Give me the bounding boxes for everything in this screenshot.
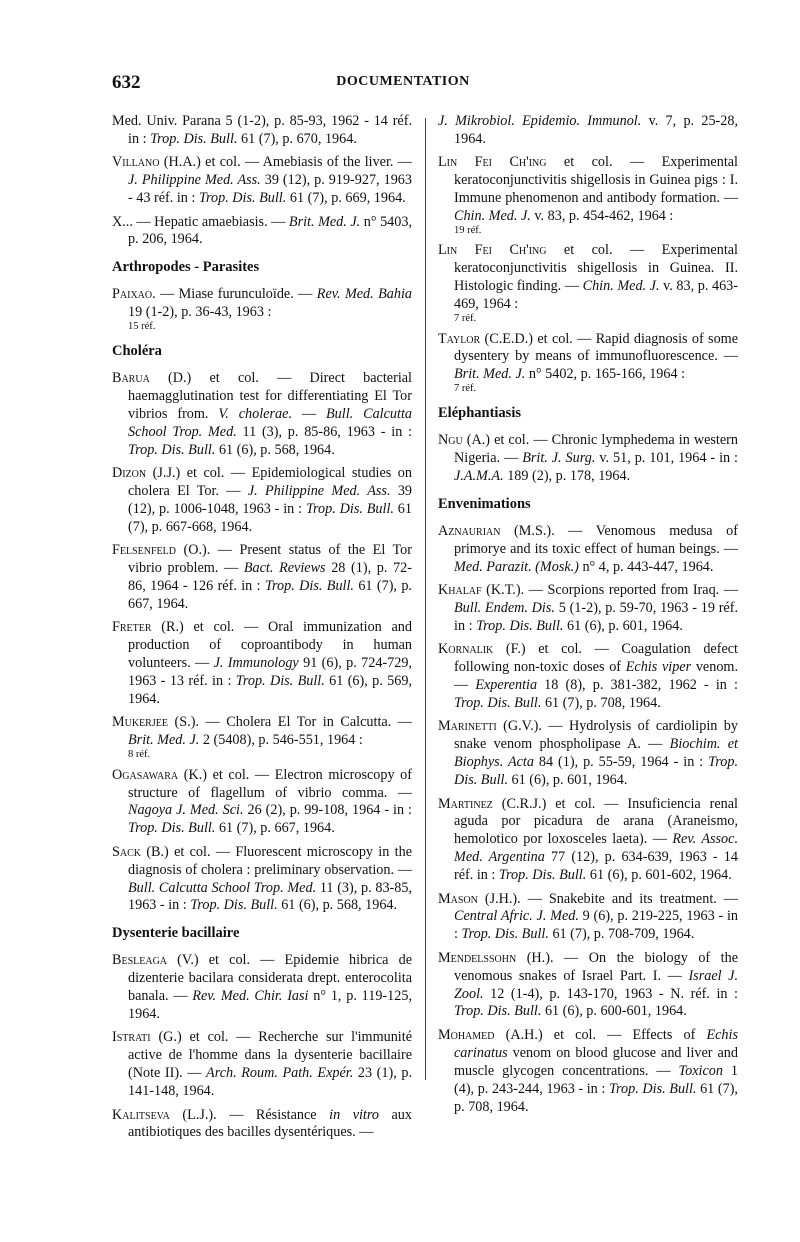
- entry-journal: Brit. Med. J.: [128, 732, 200, 749]
- right-column: [438, 113, 738, 1122]
- entry-text: v. 83, p. 463-469, 1964 :: [454, 278, 738, 313]
- entry-text: v. 83, p. 454-462, 1964 :: [530, 208, 674, 225]
- entry-text: . —: [288, 405, 326, 422]
- section-heading: Envenimations: [438, 495, 531, 512]
- entry-author: Barua: [112, 369, 150, 386]
- entry-journal: Israel J. Zool.: [454, 967, 738, 1002]
- entry-text: 1 (4), p. 243-244, 1963 - in :: [454, 1062, 738, 1097]
- entry-author: Ogasawara: [112, 766, 179, 783]
- bibliography-entry: [438, 582, 738, 636]
- entry-journal: Trop. Dis. Bull.: [128, 441, 216, 458]
- entry-author: Marinetti: [438, 718, 497, 735]
- entry-text: (H.A.) et col. — Amebiasis of the liver. —: [159, 154, 412, 171]
- entry-journal: Brit. J. Surg.: [522, 450, 596, 467]
- entry-text: X... — Hepatic amaebiasis. —: [112, 213, 289, 230]
- page-header: [112, 72, 694, 96]
- entry-journal: Trop. Dis. Bull.: [476, 617, 564, 634]
- entry-text: n° 1, p. 119-125, 1964.: [128, 988, 412, 1022]
- entry-journal: Bull. Calcutta School Trop. Med.: [128, 405, 412, 440]
- bibliography-entry: [438, 432, 738, 486]
- bibliography-entry: [438, 796, 738, 886]
- entry-journal: Arch. Roum. Path. Expér.: [206, 1065, 354, 1082]
- entry-author: Mason: [438, 890, 478, 907]
- entry-journal: Rev. Med. Chir. Iasi: [192, 988, 309, 1005]
- bibliography-entry: [112, 767, 412, 839]
- entry-text: 61 (6), p. 568, 1964.: [277, 897, 398, 914]
- section-heading: Dysenterie bacillaire: [112, 925, 240, 942]
- entry-text: 84 (1), p. 55-59, 1964 - in :: [533, 754, 709, 771]
- entry-text: 39 (12), p. 919-927, 1963 - 43 réf. in :: [128, 172, 412, 207]
- bibliography-entry: [112, 1107, 412, 1143]
- entry-text: 2 (5408), p. 546-551, 1964 :: [199, 732, 363, 749]
- entry-journal: Toxicon: [678, 1062, 723, 1079]
- entry-text: n° 5403, p. 206, 1964.: [128, 213, 413, 248]
- column-divider: [425, 118, 426, 1080]
- entry-text: 61 (7), p. 669, 1964.: [286, 190, 406, 207]
- entry-text: n° 4, p. 443-447, 1964.: [578, 558, 714, 575]
- bibliography-entry: [112, 714, 412, 761]
- entry-journal: Trop. Dis. Bull.: [498, 867, 587, 884]
- reference-count: 7 réf.: [454, 383, 477, 395]
- entry-text: 61 (6), p. 601-602, 1964.: [586, 867, 732, 884]
- entry-text: (C.E.D.) et col. — Rapid diagnosis of some dysentery by means of immunofluorescence. —: [454, 330, 738, 365]
- entry-author: Aznaurian: [438, 522, 501, 539]
- entry-journal: Rev. Assoc. Med. Argentina: [454, 831, 738, 866]
- entry-journal: Trop. Dis. Bull.: [454, 754, 738, 789]
- entry-text: venom. —: [454, 659, 738, 694]
- reference-count: 7 réf.: [454, 313, 477, 325]
- bibliography-entry: [438, 154, 738, 237]
- reference-count: 19 réf.: [454, 224, 482, 236]
- entry-text: (A.H.) et col. — Effects of: [494, 1026, 707, 1043]
- entry-journal: Brit. Med. J.: [288, 213, 361, 230]
- entry-journal: J. Philippine Med. Ass.: [247, 482, 391, 499]
- entry-journal: in vitro: [329, 1106, 379, 1123]
- bibliography-entry: [438, 950, 738, 1022]
- bibliography-entry: [438, 891, 738, 945]
- entry-text: (J.H.). — Snakebite and its treatment. —: [477, 890, 738, 907]
- entry-journal: Biochim. et Biophys. Acta: [454, 736, 738, 771]
- section-heading: Eléphantiasis: [438, 405, 521, 422]
- entry-author: Lin Fei Ch'ing: [438, 154, 547, 171]
- entry-text: 26 (2), p. 99-108, 1964 - in :: [243, 802, 412, 819]
- bibliography-entry: [112, 154, 412, 208]
- entry-text: 39 (12), p. 1006-1048, 1963 - in :: [128, 482, 413, 517]
- entry-journal: Bull. Endem. Dis.: [454, 599, 555, 616]
- entry-journal: Trop. Dis. Bull.: [150, 130, 238, 147]
- entry-text: 18 (8), p. 381-382, 1962 - in :: [537, 677, 738, 694]
- bibliography-entry: [112, 370, 412, 460]
- entry-text: venom on blood glucose and liver and muscle glycogen concentrations. —: [454, 1044, 738, 1079]
- entry-journal: Trop. Dis. Bull.: [454, 1003, 542, 1020]
- bibliography-entry: [112, 465, 412, 537]
- entry-author: Martinez: [438, 795, 493, 812]
- entry-journal: Nagoya J. Med. Sci.: [128, 802, 244, 819]
- entry-text: 5 (1-2), p. 59-70, 1963 - 19 réf. in :: [454, 599, 738, 634]
- bibliography-entry: [438, 1027, 738, 1117]
- entry-author: Paixao: [112, 286, 153, 303]
- entry-text: 19 (1-2), p. 36-43, 1963 :: [128, 304, 272, 321]
- bibliography-entry: [438, 523, 738, 577]
- bibliography-entry: [438, 718, 738, 790]
- running-head: DOCUMENTATION: [336, 74, 470, 89]
- entry-text: (D.) et col. — Direct bacterial haemagglutination test for differentiating El Tor vibrios from.: [128, 369, 412, 422]
- page-number: 632: [112, 72, 141, 93]
- entry-text: (G.V.). — Hydrolysis of cardiolipin by snake venom phospholipase A. —: [454, 718, 738, 753]
- entry-text: 11 (3), p. 83-85, 1963 - in :: [128, 879, 412, 914]
- entry-text: 77 (12), p. 634-639, 1963 - 14 réf. in :: [454, 849, 738, 884]
- entry-text: (B.) et col. — Fluorescent microscopy in the diagnosis of cholera : preliminary observation. —: [128, 843, 412, 878]
- bibliography-entry: [112, 844, 412, 916]
- entry-journal: Echis carinatus: [454, 1026, 738, 1061]
- bibliography-entry: [112, 952, 412, 1024]
- entry-author: Sack: [112, 843, 142, 860]
- entry-text: . — Miase furunculoïde. —: [152, 286, 317, 303]
- entry-journal: Bact. Reviews: [243, 560, 326, 577]
- entry-text: et col. — Experimental keratoconjunctivitis shigellosis in Guinea pigs : I. Immune phenomenon and antibody formation. —: [454, 154, 739, 207]
- bibliography-entry: [112, 113, 412, 149]
- entry-text: (G.) et col. — Recherche sur l'immunité active de l'homme dans la dysenterie bacillaire (Note II). —: [128, 1029, 412, 1082]
- entry-author: Kalitseva: [112, 1106, 170, 1123]
- entry-journal: Trop. Dis. Bull.: [198, 190, 287, 207]
- bibliography-entry: [438, 331, 738, 396]
- bibliography-entry: [112, 1029, 412, 1101]
- entry-journal: Brit. Med. J.: [454, 366, 526, 383]
- bibliography-entry: [438, 641, 738, 713]
- entry-journal: Experentia: [475, 677, 538, 694]
- entry-text: 5 (1-2), p. 85-93, 1962 - 14 réf. in :: [128, 113, 412, 147]
- entry-journal: Trop. Dis. Bull.: [454, 694, 542, 711]
- left-column: [112, 113, 412, 1148]
- entry-author: Kornalik: [438, 641, 494, 658]
- entry-text: (F.) et col. — Coagulation defect following non-toxic doses of: [454, 641, 738, 676]
- entry-journal: Trop. Dis. Bull.: [235, 672, 325, 689]
- entry-author: Istrati: [112, 1029, 151, 1046]
- entry-text: 12 (1-4), p. 143-170, 1963 - N. réf. in :: [483, 985, 738, 1002]
- entry-journal: J.A.M.A.: [454, 468, 504, 484]
- reference-count: 8 réf.: [128, 749, 151, 761]
- entry-text: 61 (6), p. 568, 1964.: [215, 441, 335, 458]
- entry-journal: Trop. Dis. Bull.: [461, 926, 549, 943]
- entry-author: Khalaf: [438, 582, 482, 599]
- entry-author: Mukerjee: [112, 714, 168, 731]
- entry-author: Ngu: [438, 432, 463, 449]
- entry-text: 28 (1), p. 72-86, 1964 - 126 réf. in :: [128, 560, 413, 594]
- entry-text: 61 (7), p. 667, 1964.: [128, 577, 412, 612]
- entry-text: 61 (6), p. 601, 1964.: [508, 772, 628, 789]
- entry-text: 61 (6), p. 601, 1964.: [563, 617, 683, 634]
- bibliography-entry: [438, 242, 738, 325]
- entry-journal: Trop. Dis. Bull.: [128, 820, 216, 837]
- entry-author: Lin Fei Ch'ing: [438, 242, 547, 259]
- entry-text: 61 (7), p. 667, 1964.: [215, 820, 335, 837]
- entry-journal: Med. Parazit. (Mosk.): [454, 558, 579, 575]
- entry-author: Besleaga: [112, 952, 168, 969]
- entry-text: (A.) et col. — Chronic lymphedema in western Nigeria. —: [454, 432, 738, 467]
- entry-author: Taylor: [438, 330, 481, 347]
- section-heading: Arthropodes - Parasites: [112, 259, 260, 276]
- entry-text: (J.J.) et col. — Epidemiological studies on cholera El Tor. —: [128, 465, 412, 499]
- entry-journal: Central Afric. J. Med.: [454, 908, 579, 925]
- entry-text: et col. — Experimental keratoconjunctivitis shigellosis in Guinea. II. Histologic finding. —: [454, 242, 739, 295]
- entry-journal: Rev. Med. Bahia: [316, 286, 412, 303]
- entry-author: Mendelssohn: [438, 949, 517, 966]
- entry-text: 23 (1), p. 141-148, 1964.: [128, 1065, 413, 1100]
- entry-journal: Trop. Dis. Bull.: [305, 500, 394, 517]
- entry-journal: V. cholerae: [218, 405, 289, 422]
- entry-text: n° 5402, p. 165-166, 1964 :: [525, 366, 686, 383]
- entry-journal: Chin. Med. J.: [582, 278, 660, 295]
- entry-text: (K.T.). — Scorpions reported from Iraq. —: [481, 582, 738, 599]
- entry-text: 9 (6), p. 219-225, 1963 - in :: [454, 908, 738, 943]
- entry-journal: Bull. Calcutta School Trop. Med.: [128, 879, 317, 896]
- entry-journal: Trop. Dis. Bull.: [190, 897, 278, 914]
- bibliography-entry: [112, 619, 412, 709]
- entry-text: (M.S.). — Venomous medusa of primorye and its toxic effect of human beings. —: [454, 522, 738, 557]
- entry-journal: Chin. Med. J.: [454, 208, 531, 225]
- bibliography-entry: [112, 542, 412, 614]
- entry-author: Felsenfeld: [112, 542, 176, 559]
- entry-text: (L.J.). — Résistance: [169, 1106, 330, 1123]
- entry-text: (C.R.J.) et col. — Insuficiencia renal aguda por picadura de arana (Araneismo, hemolotico por loxosceles laeta). —: [454, 795, 738, 848]
- bibliography-entry: [112, 286, 412, 333]
- entry-author: Mohamed: [438, 1026, 495, 1043]
- reference-count: 15 réf.: [128, 321, 156, 333]
- entry-author: Dizon: [112, 465, 147, 481]
- entry-text: 61 (7), p. 708, 1964.: [541, 694, 661, 711]
- entry-text: 61 (7), p. 708, 1964.: [454, 1080, 738, 1115]
- bibliography-entry: [112, 214, 412, 250]
- entry-text: 61 (6), p. 569, 1964.: [128, 672, 412, 707]
- entry-journal: Echis viper: [625, 659, 692, 676]
- entry-text: 91 (6), p. 724-729, 1963 - 13 réf. in :: [128, 655, 412, 689]
- entry-journal: Trop. Dis. Bull.: [608, 1080, 697, 1097]
- entry-author: Villano: [112, 154, 160, 171]
- entry-author: Freter: [112, 619, 152, 636]
- entry-text: 189 (2), p. 178, 1964.: [503, 468, 631, 484]
- entry-text: 61 (6), p. 600-601, 1964.: [541, 1003, 687, 1020]
- entry-text: Med. Univ. Parana: [112, 113, 221, 129]
- entry-text: 61 (7), p. 708-709, 1964.: [548, 926, 695, 943]
- entry-text: (R.) et col. — Oral immunization and production of coproantibody in human volunteers. —: [128, 619, 412, 672]
- entry-journal: J. Immunology: [213, 655, 299, 672]
- entry-journal: Trop. Dis. Bull.: [264, 577, 354, 594]
- bibliography-entry: [438, 113, 738, 149]
- entry-text: v. 51, p. 101, 1964 - in :: [595, 450, 739, 467]
- entry-text: (S.). — Cholera El Tor in Calcutta. —: [167, 714, 412, 731]
- entry-text: (V.) et col. — Epidemie hibrica de dizenterie bacilara considerata drept. enterocolita banala. —: [128, 952, 412, 1005]
- section-heading: Choléra: [112, 343, 162, 360]
- entry-journal: J. Mikrobiol. Epidemio. Immunol.: [438, 113, 642, 129]
- entry-text: aux antibiotiques des bacilles dysentériques. —: [128, 1106, 412, 1141]
- entry-text: 61 (7), p. 667-668, 1964.: [128, 500, 412, 535]
- entry-journal: J. Philippine Med. Ass.: [128, 172, 261, 189]
- entry-text: 11 (3), p. 85-86, 1963 - in :: [236, 423, 412, 440]
- entry-text: (K.) et col. — Electron microscopy of structure of flagellum of vibrio comma. —: [128, 766, 412, 801]
- entry-text: 61 (7), p. 670, 1964.: [237, 130, 357, 147]
- entry-text: v. 7, p. 25-28, 1964.: [454, 113, 739, 147]
- entry-text: (H.). — On the biology of the venomous snakes of Israel Part. I. —: [454, 949, 738, 984]
- entry-text: (O.). — Present status of the El Tor vibrio problem. —: [128, 542, 412, 577]
